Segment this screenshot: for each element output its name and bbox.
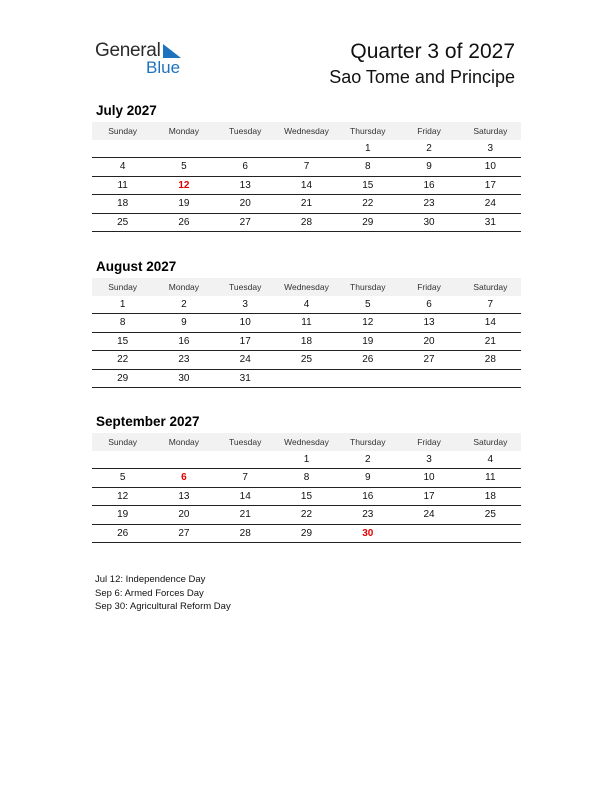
day-cell: 19 [178, 198, 190, 210]
day-cell: 20 [239, 198, 251, 210]
day-cell: 2 [426, 143, 432, 154]
week-row [92, 488, 521, 506]
month-august [92, 257, 521, 388]
day-cell: 11 [117, 179, 128, 191]
day-cell: 20 [423, 335, 435, 347]
day-cell: 22 [300, 509, 313, 521]
weekday-label: Tuesday [229, 437, 262, 447]
day-cell: 3 [242, 299, 248, 310]
day-cell: 26 [117, 527, 129, 539]
day-cell: 11 [301, 317, 312, 329]
weekday-label: Tuesday [229, 282, 262, 292]
day-cell: 1 [119, 299, 126, 310]
day-cell: 25 [484, 509, 496, 521]
day-cell: 26 [178, 216, 190, 228]
holiday-day-cell: 6 [181, 472, 187, 484]
week-row [92, 333, 521, 351]
day-cell: 23 [178, 354, 190, 366]
month-september [92, 412, 521, 543]
week-row [92, 351, 521, 369]
holiday-day-cell: 12 [178, 179, 190, 191]
day-cell: 4 [487, 454, 494, 465]
week-row [92, 314, 521, 332]
day-cell: 17 [239, 335, 251, 347]
month-name: September 2027 [96, 414, 200, 429]
day-cell: 13 [423, 317, 435, 329]
day-cell: 13 [239, 179, 251, 191]
day-cell: 14 [239, 490, 251, 502]
weekday-label: Sunday [108, 437, 138, 447]
holiday-day-cell: 30 [362, 527, 374, 539]
day-cell: 8 [364, 161, 371, 173]
week-row [92, 370, 521, 388]
day-cell: 19 [362, 335, 374, 347]
weekday-header [92, 278, 521, 296]
day-cell: 27 [178, 527, 190, 539]
week-row [92, 195, 521, 213]
day-cell: 5 [181, 161, 187, 173]
weekday-label: Friday [417, 437, 441, 447]
month-name: July 2027 [96, 103, 157, 118]
weekday-label: Saturday [473, 282, 508, 292]
day-cell [460, 370, 521, 387]
logo-word-general: General [95, 40, 161, 61]
day-cell: 3 [426, 454, 432, 465]
day-cell: 16 [178, 335, 190, 347]
month-name: August 2027 [96, 259, 177, 274]
day-cell: 18 [117, 198, 129, 210]
day-cell: 4 [119, 161, 126, 173]
day-cell: 24 [239, 354, 251, 366]
day-cell: 1 [364, 143, 371, 154]
weekday-label: Saturday [473, 126, 508, 136]
weekday-label: Friday [417, 126, 441, 136]
weekday-label: Wednesday [284, 282, 329, 292]
week-row [92, 158, 521, 176]
week-row [92, 525, 521, 543]
day-cell: 18 [484, 490, 496, 502]
holiday-note: Sep 30: Agricultural Reform Day [95, 601, 231, 613]
day-cell: 8 [303, 472, 310, 484]
week-row [92, 469, 521, 487]
day-cell: 28 [300, 216, 313, 228]
day-cell: 19 [117, 509, 129, 521]
holiday-note: Sep 6: Armed Forces Day [95, 587, 204, 599]
day-cell: 10 [423, 472, 435, 484]
day-cell: 25 [117, 216, 129, 228]
weekday-label: Wednesday [284, 126, 329, 136]
day-cell: 2 [181, 299, 187, 310]
week-row [92, 296, 521, 314]
day-cell: 23 [362, 509, 374, 521]
day-cell: 10 [484, 161, 496, 173]
day-cell: 16 [423, 179, 435, 191]
weekday-label: Monday [168, 437, 200, 447]
weekday-label: Sunday [108, 282, 138, 292]
day-cell: 29 [300, 527, 313, 539]
country-subtitle: Sao Tome and Principe [329, 67, 515, 87]
day-cell [276, 140, 337, 157]
day-cell [215, 140, 276, 157]
weekday-label: Monday [168, 126, 200, 136]
month-july [92, 101, 521, 232]
day-cell: 17 [423, 490, 435, 502]
day-cell: 2 [364, 454, 371, 465]
day-cell [276, 370, 337, 387]
day-cell: 24 [423, 509, 435, 521]
day-cell: 15 [117, 335, 129, 347]
weekday-header [92, 433, 521, 451]
day-cell: 21 [484, 335, 496, 347]
day-cell: 1 [303, 454, 310, 465]
holiday-note: Jul 12: Independence Day [95, 574, 206, 585]
day-cell [398, 370, 459, 387]
day-cell: 31 [484, 216, 496, 228]
day-cell: 14 [484, 317, 496, 329]
day-cell: 7 [242, 472, 248, 484]
day-cell: 21 [239, 509, 251, 521]
day-cell [215, 451, 276, 468]
weekday-label: Thursday [350, 282, 386, 292]
day-cell [337, 370, 398, 387]
day-cell: 23 [423, 198, 435, 210]
weekday-label: Friday [417, 282, 441, 292]
weekday-label: Wednesday [284, 437, 329, 447]
day-cell: 18 [300, 335, 313, 347]
generalblue-logo [95, 40, 195, 80]
day-cell [153, 140, 214, 157]
day-cell: 29 [362, 216, 374, 228]
day-cell: 13 [178, 490, 190, 502]
weekday-label: Saturday [473, 437, 508, 447]
day-cell: 28 [239, 527, 251, 539]
day-cell: 31 [239, 372, 251, 384]
day-cell [153, 451, 214, 468]
day-cell: 11 [485, 472, 496, 484]
day-cell: 30 [178, 372, 190, 384]
logo-triangle-icon [163, 44, 181, 58]
week-row [92, 177, 521, 195]
day-cell: 27 [239, 216, 251, 228]
day-cell: 12 [117, 490, 129, 502]
week-row [92, 451, 521, 469]
day-cell: 25 [300, 354, 313, 366]
logo-word-blue: Blue [146, 58, 181, 77]
day-cell: 27 [423, 354, 435, 366]
weekday-label: Monday [168, 282, 200, 292]
weekday-header [92, 122, 521, 140]
day-cell: 20 [178, 509, 190, 521]
day-cell: 15 [300, 490, 313, 502]
day-cell: 9 [426, 161, 432, 173]
day-cell: 4 [303, 299, 310, 310]
day-cell: 9 [181, 317, 187, 329]
day-cell: 22 [362, 198, 374, 210]
weekday-label: Tuesday [229, 126, 262, 136]
day-cell: 17 [484, 179, 496, 191]
day-cell [398, 525, 459, 542]
week-row [92, 506, 521, 524]
day-cell: 7 [487, 299, 494, 310]
day-cell: 6 [242, 161, 248, 173]
day-cell: 15 [362, 179, 374, 191]
day-cell: 5 [364, 299, 371, 310]
day-cell: 6 [426, 299, 432, 310]
day-cell [460, 525, 521, 542]
day-cell: 14 [300, 179, 313, 191]
day-cell: 21 [300, 198, 313, 210]
day-cell: 24 [484, 198, 496, 210]
day-cell: 30 [423, 216, 435, 228]
day-cell: 5 [119, 472, 126, 484]
day-cell: 3 [487, 143, 494, 154]
day-cell: 22 [117, 354, 129, 366]
week-row [92, 214, 521, 232]
day-cell [92, 451, 153, 468]
holiday-notes [95, 573, 231, 614]
day-cell: 16 [362, 490, 374, 502]
day-cell: 28 [484, 354, 496, 366]
day-cell: 8 [119, 317, 126, 329]
page-title: Quarter 3 of 2027 [350, 40, 515, 63]
weekday-label: Thursday [350, 437, 386, 447]
day-cell: 12 [362, 317, 374, 329]
day-cell: 26 [362, 354, 374, 366]
day-cell [92, 140, 153, 157]
week-row [92, 140, 521, 158]
day-cell: 7 [303, 161, 310, 173]
day-cell: 10 [239, 317, 251, 329]
day-cell: 9 [364, 472, 371, 484]
weekday-label: Thursday [350, 126, 386, 136]
weekday-label: Sunday [108, 126, 138, 136]
day-cell: 29 [117, 372, 129, 384]
